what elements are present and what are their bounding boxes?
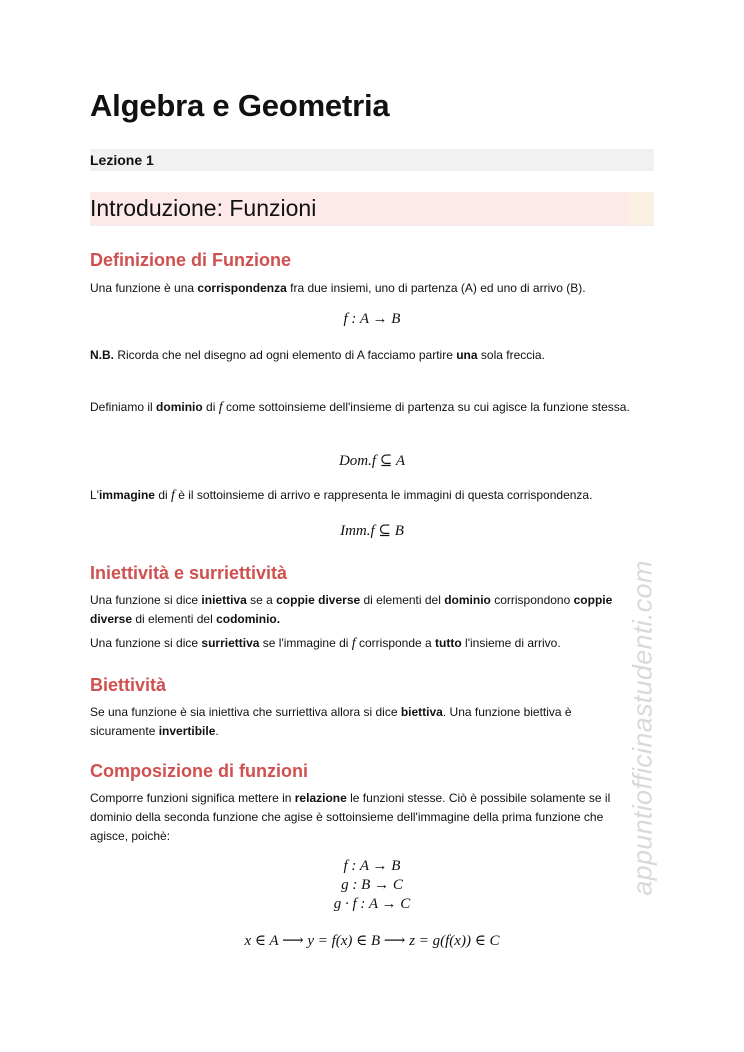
formula-chain: x ∈ A ⟶ y = f(x) ∈ B ⟶ z = g(f(x)) ∈ C	[244, 933, 500, 949]
text: di	[154, 488, 171, 502]
section-banner	[90, 192, 654, 226]
text: di elementi del	[360, 593, 445, 607]
paragraph-iniettiva	[90, 591, 635, 629]
text: le funzioni stesse. Ciò è possibile solamente se il dominio della seconda funzione che agise è sottoinsieme dell'immagine della prima funzione che agisce, poichè:	[90, 791, 611, 843]
text: se l'immagine di	[259, 636, 352, 650]
text: Una funzione si dice	[90, 636, 202, 650]
text: è il sottoinsieme di arrivo e rappresenta le immagini di questa corrispondenza.	[174, 488, 593, 502]
text: come sottoinsieme dell'insieme di partenza su cui agisce la funzione stessa.	[222, 400, 630, 414]
bold-text: surriettiva	[201, 636, 260, 650]
text: l'insieme di arrivo.	[461, 636, 561, 650]
section-title: Introduzione: Funzioni	[90, 195, 317, 221]
text: sola freccia.	[477, 348, 545, 362]
bold-text: dominio	[156, 400, 203, 414]
math-symbol: f	[218, 400, 223, 415]
math-symbol: f	[171, 488, 175, 503]
heading-biettivita: Biettività	[90, 675, 167, 695]
text: Una funzione si dice	[90, 593, 202, 607]
text: Comporre funzioni significa mettere in	[90, 791, 295, 805]
text: di elementi del	[132, 612, 217, 626]
formula-g: g : B → C	[341, 877, 403, 893]
formula-f-a-b: f : A → B	[343, 311, 401, 327]
heading-composizione: Composizione di funzioni	[90, 761, 308, 781]
paragraph-composizione	[90, 789, 635, 846]
text: Definiamo il	[90, 400, 157, 414]
bold-text: coppie diverse	[276, 593, 361, 607]
text: Ricorda che nel disegno ad ogni elemento di A facciamo partire	[114, 348, 457, 362]
paragraph-nb	[90, 346, 635, 365]
bold-text: coppie diverse	[90, 593, 613, 626]
text: di	[202, 400, 219, 414]
banner-accent	[628, 192, 654, 225]
bold-text: codominio.	[216, 612, 281, 626]
bold-text: tutto	[435, 636, 462, 650]
text: fra due insiemi, uno di partenza (A) ed uno di arrivo (B).	[286, 281, 586, 295]
bold-text: corrispondenza	[197, 281, 287, 295]
formula-dom: Dom.f ⊆ A	[338, 453, 406, 469]
text: .	[215, 724, 219, 738]
formula-gf: g · f : A → C	[333, 896, 411, 912]
text: se a	[246, 593, 277, 607]
paragraph-dominio	[90, 398, 635, 417]
text: Una funzione è una	[90, 281, 198, 295]
text: corrispondono	[490, 593, 574, 607]
math-symbol: f	[351, 636, 356, 651]
heading-iniettivita: Iniettività e surriettività	[90, 563, 288, 583]
paragraph-biettiva	[90, 703, 635, 741]
text: . Una funzione biettiva è sicuramente	[90, 705, 572, 738]
bold-text: biettiva	[400, 705, 443, 719]
bold-text: N.B.	[90, 348, 114, 362]
bold-text: immagine	[98, 488, 155, 502]
bold-text: dominio	[444, 593, 491, 607]
text: L'	[90, 488, 99, 502]
formula-imm: Imm.f ⊆ B	[340, 523, 404, 539]
text: corrisponde a	[355, 636, 436, 650]
paragraph-definizione	[90, 279, 635, 298]
bold-text: una	[456, 348, 478, 362]
text: Se una funzione è sia iniettiva che surriettiva allora si dice	[90, 705, 401, 719]
document-title: Algebra e Geometria	[90, 88, 390, 123]
formula-f: f : A → B	[343, 858, 401, 874]
heading-definizione: Definizione di Funzione	[90, 250, 291, 270]
bold-text: invertibile	[158, 724, 216, 738]
bold-text: relazione	[294, 791, 347, 805]
lesson-label: Lezione 1	[90, 149, 654, 171]
paragraph-immagine	[90, 486, 635, 505]
watermark: appuntiofficinastudenti.com	[627, 560, 658, 896]
paragraph-surriettiva	[90, 634, 635, 653]
bold-text: iniettiva	[201, 593, 247, 607]
